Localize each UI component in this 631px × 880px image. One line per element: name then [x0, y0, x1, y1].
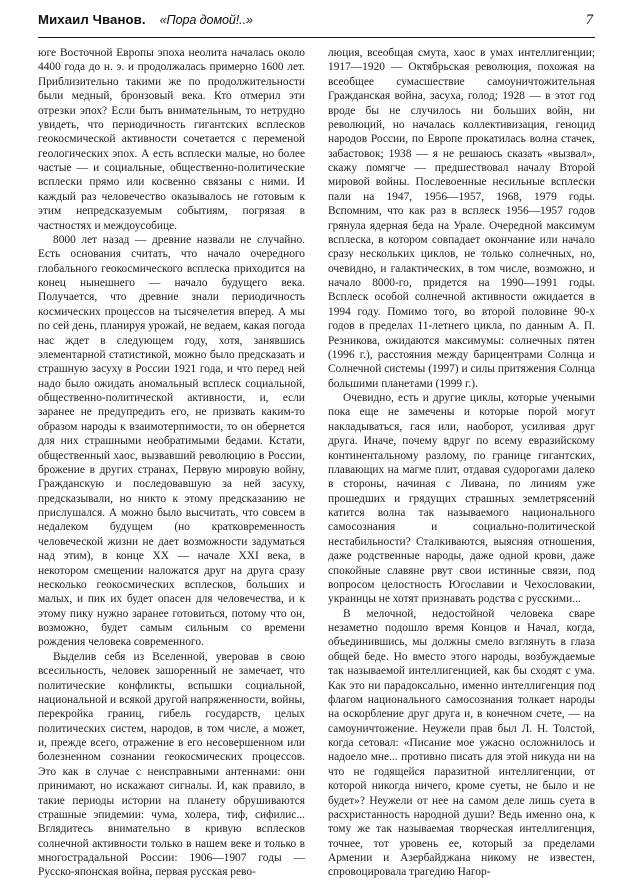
- page-number: 7: [585, 12, 593, 28]
- column-left: [38, 46, 305, 879]
- paragraph: Очевидно, есть и другие циклы, которые учеными пока еще не замечены и которые порой могут накладываться, гася или, наоборот, усиливая друг друга. Иначе, почему вдруг по всему евразийскому континентальному разлому, по границе гигантских, плавающих на магме плит, отдавая судорогами далеко в стороны, начиная с Ливана, по линиям уже прошедших и грядущих страшных землетрясений катится волна так называемого национального самосознания и социально-политической нестабильности? Сталкиваются, выясняя отношения, даже родственные народы, даже одной крови, даже спокойные славяне рвут свои истинные связи, под вопросом целостность Югославии и Чехословакии, украинцы не хотят признавать родства с русскими...: [328, 392, 595, 606]
- running-head-left: [38, 12, 253, 27]
- paragraph: юге Восточной Европы эпоха неолита началась около 4400 года до н. э. и продолжалась примерно 1600 лет. Приблизительно такими же по продолжительности были медный, бронзовый века. Кто отмерил эти отрезки эпох? Если быть внимательным, то нетрудно увидеть, что периодичность гигантских всплесков геокосмической активности сочетается с переменой геологических эпох. А есть всплески малые, но более частые — и социальные, общественно-политические всплески прямо или косвенно связаны с ними. И каждый раз человечество оказывалось не готовым к этим непредсказуемым событиям, погрязая в частностях и междоусобице.: [38, 47, 305, 232]
- running-head-work-title: «Пора домой!..»: [159, 13, 253, 27]
- column-right: [328, 46, 595, 879]
- running-head-author: Михаил Чванов.: [38, 12, 146, 27]
- paragraph: 8000 лет назад — древние назвали не случайно. Есть основания считать, что начало очередного глобального геокосмического всплеска приходится на конец нынешнего — начало будущего века. Получается, что древние знали периодичность космических процессов на тысячелетия вперед. А мы по сей день, планируя урожай, не ведаем, какая погода нас ждет в следующем году, хотя, занявшись элементарной статистикой, можно было предсказать и страшную засуху в России 1921 года, и что перед ней надо было ожидать аномальный всплеск социальной, общественно-политической активности, и, если заранее не предупредить его, не призвать каким-то образом народы к взаимотерпимости, то он обернется для них страшными необратимыми бедами. Кстати, общественный хаос, вызвавший революцию в России, брожение в других странах, Первую мировую войну, Гражданскую и последовавшую за ней засуху, предсказывали, но никто к этому предсказанию не прислушался. А можно было высчитать, что совсем в недалеком будущем (но кратковременность человеческой жизни не дает возможности задуматься над этим), в конце XX — начале XXI века, в некотором смещении наложатся друг на друга сразу несколько геокосмических всплесков, больших и малых, и пик их будет опасен для человечества, и к этому пику нужно заранее готовиться, потому что он, возможно, будет самым сильным со времени рождения человека современного.: [38, 233, 305, 649]
- body-columns: [38, 46, 595, 879]
- running-head: [38, 12, 595, 38]
- paragraph: В мелочной, недостойной человека сваре незаметно подошло время Концов и Начал, когда, объединившись, мы должны смело взглянуть в глаза общей беде. Но вместо этого народы, возбуждаемые так называемой интеллигенцией, как бы сходят с ума. Как это ни парадоксально, именно интеллигенция под флагом национального самосознания толкает народы на оскорбление друг друга и, в конечном счете, — на самоуничтожение. Неужели прав был Л. Н. Толстой, когда сетовал: «Писание мое ужасно осложнилось и надоело мне... противно писать для этой никуда ни на что не годящейся паразитной интеллигенции, от которой никогда ничего, кроме суеты, не было и не будет»? Неужели от нее на самом деле лишь суета в расхристанность народной души? Ведь именно она, к тому же так называемая творческая интеллигенция, точнее, тот уровень ее, который за пределами Армении и Азербайджана никому не известен, спровоцировала трагедию Нагор-: [328, 607, 595, 879]
- paragraph: люция, всеобщая смута, хаос в умах интеллигенции; 1917—1920 — Октябрьская революция, похожая на всеобщее сумасшествие самоуничтожительная Гражданская война, засуха, голод; 1928 — в этот год вроде бы не случилось ни больших войн, ни революций, но началась коллективизация, геноцид народов России, по Европе прокатилась волна стачек, забастовок; 1938 — я не решаюсь сказать «вызвал», скажу помягче — предшествовал началу Второй мировой войны. Послевоенные несильные всплески пали на 1947, 1956—1957, 1968, 1979 годы. Вспомним, что как раз в всплеск 1956—1957 годов грянула ядерная беда на Урале. Очередной максимум всплеска, в котором совпадает окончание или начало сразу нескольких циклов, не только солнечных, но, очевидно, и галактических, в том числе, возможно, и начало 8000-го, придется на 1990—1991 годы. Всплеск особой солнечной активности ожидается в 1994 году. Помимо того, во второй половине 90-х годов в пределах 11-летнего цикла, по данным А. П. Резникова, ожидаются максимумы: солнечных пятен (1996 г.), расстояния между барицентрами Солнца и Солнечной системы (1997) и силы притяжения Солнца большими планетами (1999 г.).: [328, 47, 595, 390]
- paragraph: Выделив себя из Вселенной, уверовав в свою всесильность, человек зашоренный не замечает, что политические конфликты, вспышки социальной, национальной и всякой другой напряженности, войны, перекройка границ, гибель государств, целых политических систем, народов, в том числе, а может, и, прежде всего, отражение в его несовершенном или болезненном сознании геокосмических процессов. Это как в случае с неисправными антеннами: они принимают, но искажают сигналы. И, как правило, в такие периоды истории на планету обрушиваются страшные эпидемии: чума, холера, тиф, сифилис... Вглядитесь внимательно в кривую всплесков солнечной активности только в нашем веке и только в многострадальной России: 1906—1907 годы — Русско-японская война, первая русская рево-: [38, 650, 305, 879]
